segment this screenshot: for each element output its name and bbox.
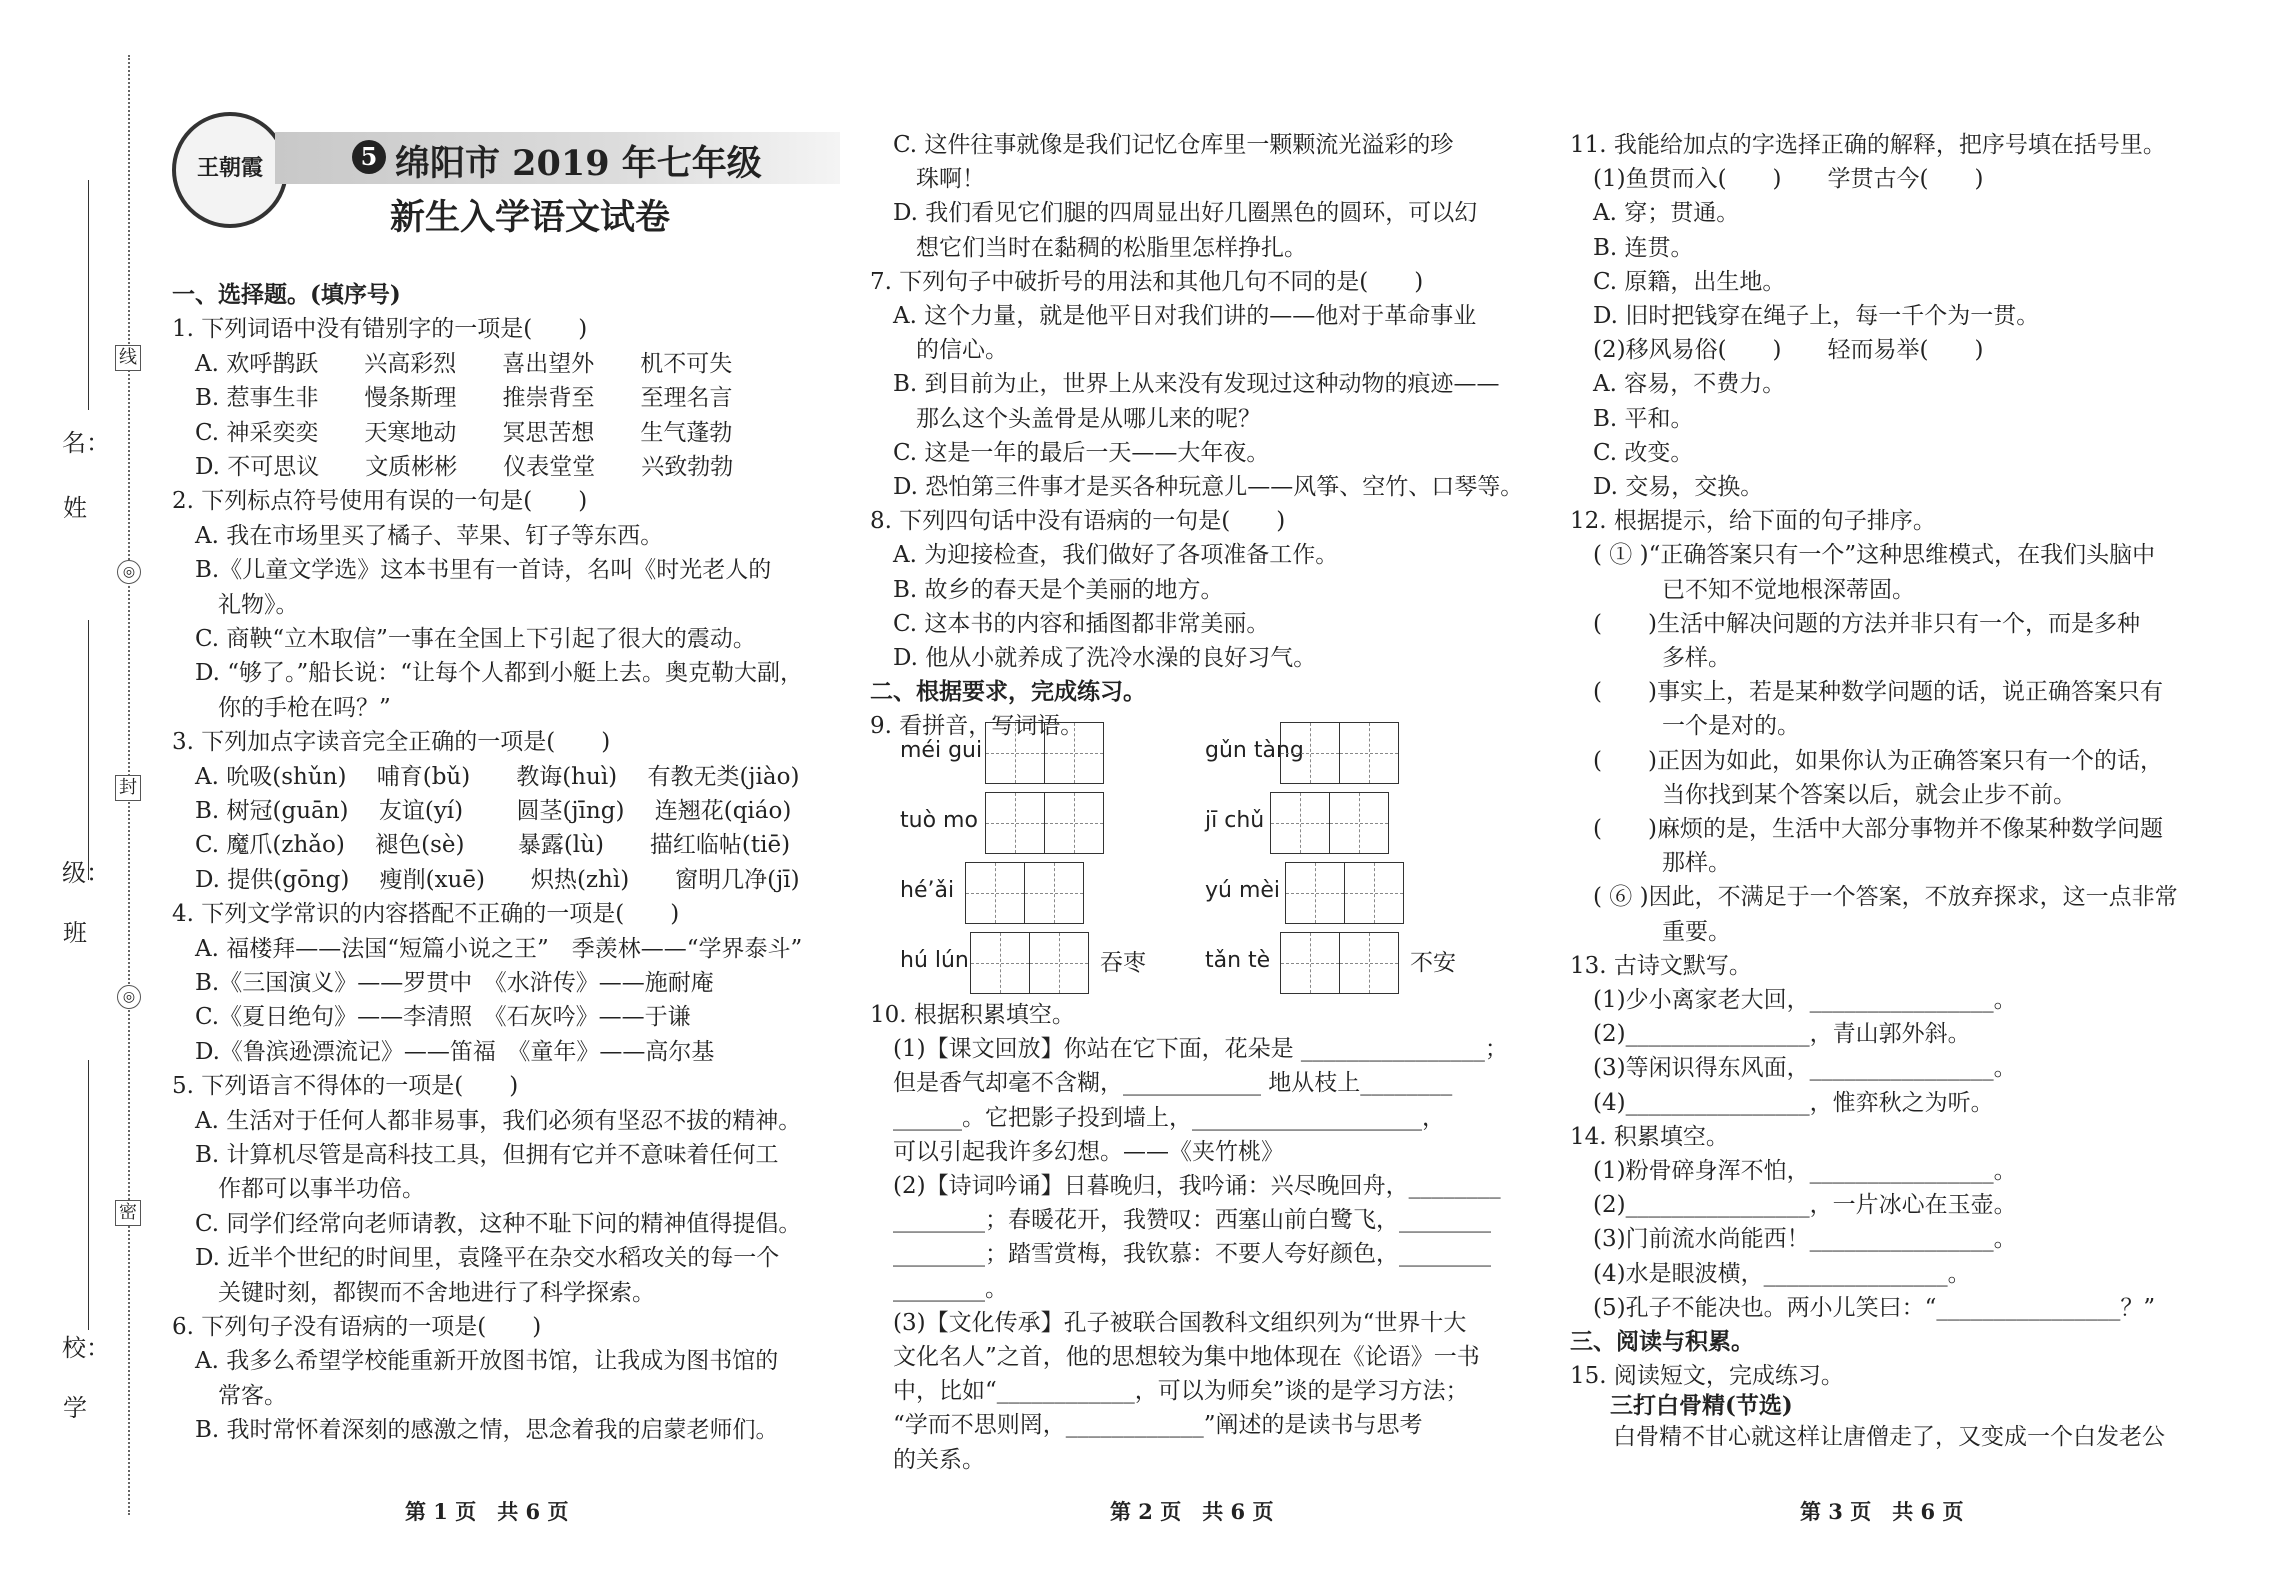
col1-line: 作都可以事半功倍。 (172, 1176, 425, 1203)
col3-line: ( )正因为如此，如果你认为正确答案只有一个的话， (1570, 747, 2163, 774)
col2-line: 7. 下列句子中破折号的用法和其他几句不同的是( ) (870, 268, 1424, 295)
pinyin-label: tǎn tè (1205, 948, 1271, 973)
binding-hole-icon: ◎ (117, 560, 141, 584)
character-grid[interactable] (985, 792, 1104, 854)
col2-line: 8. 下列四句话中没有语病的一句是( ) (870, 508, 1286, 535)
col2-line: (1)【课文回放】你站在它下面，花朵是 ________________； (870, 1036, 1508, 1063)
col2-line: A. 这个力量，就是他平日对我们讲的——他对于革命事业 (870, 303, 1477, 329)
grid-cell[interactable] (971, 933, 1030, 993)
footer-page-1: 第 1 页 共 6 页 (405, 1499, 569, 1524)
col3-line: 15. 阅读短文，完成练习。 (1570, 1363, 1844, 1390)
col3-line: (5)孔子不能决也。两小儿笑曰：“________________？” (1570, 1294, 2156, 1321)
col2-line: 10. 根据积累填空。 (870, 1002, 1075, 1028)
col1-line: D. 提供(gōng) 瘦削(xuē) 炽热(zhì) 窗明几净(jī) (172, 866, 800, 893)
footer-page-2: 第 2 页 共 6 页 (1110, 1499, 1274, 1524)
col1-line: D. 近半个世纪的时间里，袁隆平在杂交水稻攻关的每一个 (172, 1245, 780, 1272)
col2-line: 但是香气却毫不含糊，____________ 地从枝上________ (870, 1070, 1453, 1097)
col1-line: 6. 下列句子没有语病的一项是( ) (172, 1314, 542, 1340)
pinyin-label: tuò mo (900, 808, 978, 833)
paper-title-line1: 绵阳市 2019 年七年级 (395, 143, 762, 184)
pinyin-label: gǔn tàng (1205, 738, 1304, 763)
class-label-2: 级： (62, 859, 110, 887)
grid-cell[interactable] (1330, 793, 1388, 853)
col3-line: 12. 根据提示，给下面的句子排序。 (1570, 508, 1936, 535)
col3-line: A. 穿；贯通。 (1570, 200, 1740, 227)
footer-page-3: 第 3 页 共 6 页 (1800, 1499, 1964, 1524)
col3-line: (1)粉骨碎身浑不怕，________________。 (1570, 1158, 2017, 1184)
col2-line: B. 故乡的春天是个美丽的地方。 (870, 576, 1224, 603)
col2-line: (2)【诗词吟诵】日暮晚归，我吟诵：兴尽晚回舟，________ (870, 1173, 1501, 1199)
col3-line: B. 连贯。 (1570, 234, 1694, 261)
col3-line: (1)鱼贯而入( ) 学贯古今( ) (1570, 166, 1984, 193)
col3-line: D. 旧时把钱穿在绳子上，每一千个为一贯。 (1570, 303, 2040, 329)
col3-line: 当你找到某个答案以后，就会止步不前。 (1570, 781, 2076, 808)
grid-cell[interactable] (1286, 863, 1345, 923)
pinyin-suffix: 吞枣 (1100, 950, 1146, 976)
col1-line: 5. 下列语言不得体的一项是( ) (172, 1073, 519, 1100)
col3-line: ( )麻烦的是，生活中大部分事物并不像某种数学问题 (1570, 816, 2163, 842)
col2-line: C. 这件往事就像是我们记忆仓库里一颗颗流光溢彩的珍 (870, 132, 1454, 158)
col1-line: C. 商鞅“立木取信”一事在全国上下引起了很大的震动。 (172, 626, 756, 652)
col1-line: B.《三国演义》——罗贯中 《水浒传》——施耐庵 (172, 970, 714, 996)
col1-line: C. 同学们经常向老师请教，这种不耻下问的精神值得提倡。 (172, 1210, 802, 1237)
class-field-line[interactable] (88, 620, 89, 880)
school-label-1: 学 (63, 1394, 87, 1422)
col3-line: ( ① )“正确答案只有一个”这种思维模式，在我们头脑中 (1570, 542, 2156, 569)
col3-line: (2)移风易俗( ) 轻而易举( ) (1570, 337, 1984, 364)
col1-line: B. 我时常怀着深刻的感激之情，思念着我的启蒙老师们。 (172, 1417, 779, 1444)
col1-line: 你的手枪在吗？” (172, 694, 391, 721)
grid-cell[interactable] (1340, 933, 1398, 993)
col1-line: 一、选择题。(填序号) (172, 281, 401, 308)
col3-line: B. 平和。 (1570, 405, 1694, 432)
grid-cell[interactable] (966, 863, 1025, 923)
col2-line: D. 恐怕第三件事才是买各种玩意儿——风筝、空竹、口琴等。 (870, 474, 1524, 500)
col2-line: C. 这本书的内容和插图都非常美丽。 (870, 610, 1270, 637)
col1-line: B. 树冠(guān) 友谊(yí) 圆茎(jīng) 连翘花(qiáo) (172, 798, 792, 824)
col1-line: C. 魔爪(zhǎo) 褪色(sè) 暴露(lù) 描红临帖(tiē) (172, 832, 791, 859)
col3-line: ( ⑥ )因此，不满足于一个答案，不放弃探求，这一点非常 (1570, 884, 2178, 911)
col1-line: 3. 下列加点字读音完全正确的一项是( ) (172, 729, 611, 756)
binding-label-feng: 封 (115, 775, 141, 801)
character-grid[interactable] (965, 862, 1084, 924)
col3-line: ( )事实上，若是某种数学问题的话，说正确答案只有 (1570, 679, 2163, 706)
col1-line: A. 福楼拜——法国“短篇小说之王” 季羡林——“学界泰斗” (172, 935, 803, 962)
paper-title-line2: 新生入学语文试卷 (390, 197, 671, 238)
col1-line: B. 计算机尽管是高科技工具，但拥有它并不意味着任何工 (172, 1142, 779, 1168)
col1-line: A. 欢呼鹊跃 兴高彩烈 喜出望外 机不可失 (172, 350, 733, 377)
col3-line: 13. 古诗文默写。 (1570, 952, 1752, 979)
col2-line: ________；春暖花开，我赞叹：西塞山前白鹭飞，________ (870, 1207, 1491, 1234)
binding-label-xian: 线 (115, 345, 141, 371)
col3-line: ( )生活中解决问题的方法并非只有一个，而是多种 (1570, 610, 2140, 637)
col2-line: 二、根据要求，完成练习。 (870, 678, 1146, 706)
col2-line: ________；踏雪赏梅，我钦慕：不要人夸好颜色，________ (870, 1241, 1491, 1268)
col3-line: (3)等闲识得东风面，________________。 (1570, 1055, 2017, 1082)
col3-line: 14. 积累填空。 (1570, 1123, 1729, 1150)
pinyin-suffix: 不安 (1410, 950, 1456, 976)
col3-line: C. 改变。 (1570, 439, 1694, 466)
pinyin-label: hú lún (900, 948, 969, 973)
logo-text: 王朝霞 (196, 155, 263, 181)
binding-hole-icon: ◎ (117, 985, 141, 1009)
col3-line: 11. 我能给加点的字选择正确的解释，把序号填在括号里。 (1570, 132, 2166, 158)
pinyin-label: hé’ǎi (900, 878, 955, 903)
col2-line: D. 他从小就养成了洗冷水澡的良好习气。 (870, 645, 1317, 671)
character-grid[interactable] (1285, 862, 1404, 924)
binding-label-mi: 密 (115, 1200, 141, 1226)
grid-cell[interactable] (1345, 863, 1403, 923)
grid-cell[interactable] (1045, 793, 1103, 853)
col2-line: 的关系。 (870, 1446, 985, 1473)
grid-cell[interactable] (1281, 933, 1340, 993)
character-grid[interactable] (1280, 932, 1399, 994)
col1-line: 关键时刻，都锲而不舍地进行了科学探索。 (172, 1279, 655, 1306)
grid-cell[interactable] (986, 793, 1045, 853)
col3-line: 那样。 (1570, 850, 1731, 877)
grid-cell[interactable] (986, 723, 1045, 783)
grid-cell[interactable] (1045, 723, 1103, 783)
name-label-1: 姓 (63, 494, 87, 522)
school-label-2: 校： (62, 1334, 110, 1362)
col3-line: A. 容易，不费力。 (1570, 371, 1786, 398)
col3-line: 已不知不觉地根深蒂固。 (1570, 576, 1915, 603)
col2-line: C. 这是一年的最后一天——大年夜。 (870, 439, 1270, 466)
col2-line: 可以引起我许多幻想。——《夹竹桃》 (870, 1138, 1284, 1165)
paper-number-badge: 5 (352, 140, 386, 174)
col3-line: (1)少小离家老大回，________________。 (1570, 987, 2017, 1013)
col2-line: (3)【文化传承】孔子被联合国教科文组织列为“世界十大 (870, 1309, 1467, 1336)
col3-line: (4)________________，惟弈秋之为听。 (1570, 1089, 1994, 1116)
col2-line: 想它们当时在黏稠的松脂里怎样挣扎。 (870, 234, 1307, 261)
col1-line: 4. 下列文学常识的内容搭配不正确的一项是( ) (172, 901, 680, 928)
name-label-2: 名： (62, 429, 110, 457)
col2-line: ______。它把影子投到墙上，____________________， (870, 1104, 1445, 1131)
col2-line: 的信心。 (870, 337, 1008, 364)
col1-line: A. 我多么希望学校能重新开放图书馆，让我成为图书馆的 (172, 1348, 779, 1375)
col1-line: D. “够了。”船长说：“让每个人都到小艇上去。奥克勒大副， (172, 660, 804, 687)
col1-line: A. 吮吸(shǔn) 哺育(bǔ) 教诲(huì) 有教无类(jiào) (172, 763, 800, 790)
grid-cell[interactable] (1271, 793, 1330, 853)
col2-line: 文化名人”之首，他的思想较为集中地体现在《论语》一书 (870, 1344, 1480, 1370)
grid-cell[interactable] (1340, 723, 1398, 783)
school-field-line[interactable] (88, 1060, 89, 1330)
grid-cell[interactable] (1030, 933, 1088, 993)
col3-line: (2)________________，青山郭外斜。 (1570, 1021, 1971, 1048)
grid-cell[interactable] (1025, 863, 1083, 923)
character-grid[interactable] (1280, 722, 1399, 784)
col2-line: 中，比如“____________，可以为师矣”谈的是学习方法； (870, 1378, 1469, 1405)
col1-line: C. 神采奕奕 天寒地动 冥思苦想 生气蓬勃 (172, 419, 733, 446)
col1-line: C.《夏日绝句》——李清照 《石灰吟》——于谦 (172, 1004, 691, 1031)
col3-line: (2)________________，一片冰心在玉壶。 (1570, 1192, 2017, 1219)
passage-first-line: 白骨精不甘心就这样让唐僧走了，又变成一个白发老公 (1590, 1424, 2165, 1450)
name-field-line[interactable] (88, 180, 89, 410)
character-grid[interactable] (985, 722, 1104, 784)
col3-line: (4)水是眼波横，________________。 (1570, 1260, 1971, 1287)
grid-cell[interactable] (1281, 723, 1340, 783)
col2-line: 那么这个头盖骨是从哪儿来的呢？ (870, 405, 1261, 432)
col1-line: A. 我在市场里买了橘子、苹果、钉子等东西。 (172, 522, 664, 549)
col2-line: “学而不思则罔，____________”阐述的是读书与思考 (870, 1412, 1423, 1439)
class-label-1: 班 (63, 919, 87, 947)
col3-line: 三、阅读与积累。 (1570, 1328, 1754, 1355)
col1-line: 礼物》。 (172, 591, 299, 618)
pinyin-label: jī chǔ (1205, 808, 1265, 833)
pinyin-label: méi gui (900, 738, 983, 763)
col1-line: 2. 下列标点符号使用有误的一句是( ) (172, 488, 588, 515)
col2-line: ________。 (870, 1275, 1008, 1302)
col1-line: D.《鲁滨逊漂流记》——笛福 《童年》——高尔基 (172, 1038, 715, 1065)
col2-line: A. 为迎接检查，我们做好了各项准备工作。 (870, 542, 1339, 569)
col3-line: C. 原籍，出生地。 (1570, 268, 1786, 295)
col3-line: 重要。 (1570, 918, 1731, 945)
col1-line: A. 生活对于任何人都非易事，我们必须有坚忍不拔的精神。 (172, 1107, 802, 1134)
col2-line: D. 我们看见它们腿的四周显出好几圈黑色的圆环，可以幻 (870, 200, 1478, 227)
col1-line: 常客。 (172, 1382, 287, 1409)
col3-line: 一个是对的。 (1570, 713, 1800, 740)
col1-line: B.《儿童文学选》这本书里有一首诗，名叫《时光老人的 (172, 557, 772, 584)
passage-title: 三打白骨精(节选) (1610, 1392, 1793, 1419)
col3-line: 多样。 (1570, 645, 1731, 671)
pinyin-label: yú mèi (1205, 878, 1281, 903)
col2-line: 9. 看拼音，写词语。 (870, 713, 1084, 740)
publisher-logo (172, 112, 288, 228)
col3-line: D. 交易，交换。 (1570, 474, 1764, 500)
col2-line: 珠啊！ (870, 166, 985, 193)
col1-line: B. 惹事生非 慢条斯理 推崇背至 至理名言 (172, 385, 733, 412)
col2-line: B. 到目前为止，世界上从来没有发现过这种动物的痕迹—— (870, 371, 1500, 398)
character-grid[interactable] (1270, 792, 1389, 854)
col3-line: (3)门前流水尚能西！________________。 (1570, 1226, 2017, 1253)
col1-line: 1. 下列词语中没有错别字的一项是( ) (172, 316, 588, 343)
col1-line: D. 不可思议 文质彬彬 仪表堂堂 兴致勃勃 (172, 454, 734, 480)
character-grid[interactable] (970, 932, 1089, 994)
